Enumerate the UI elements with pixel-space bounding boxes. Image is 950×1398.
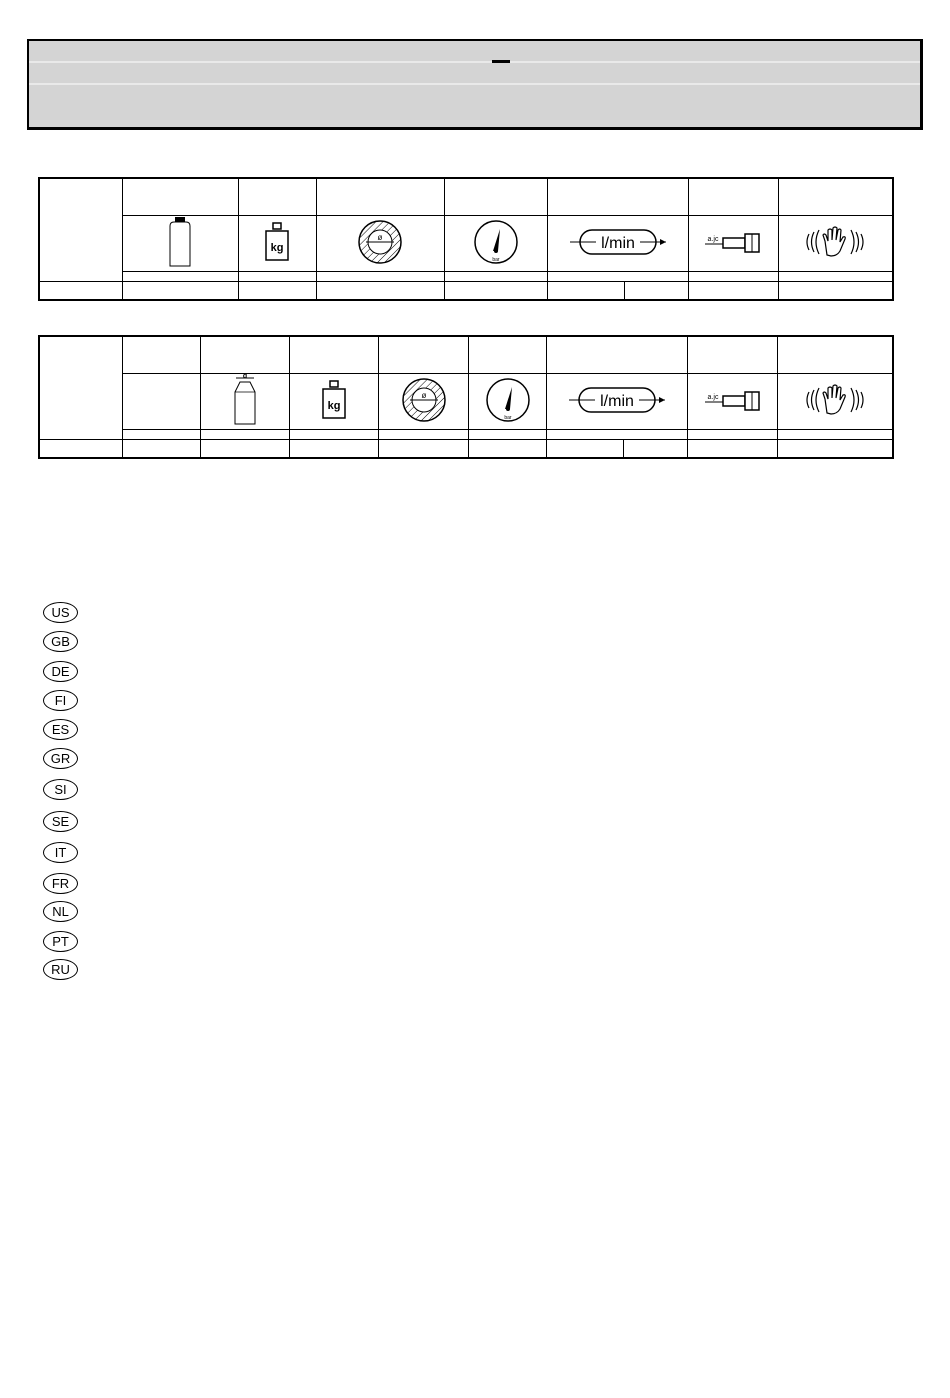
table2-header (546, 336, 687, 373)
table2-cell (469, 439, 546, 458)
language-badge-pt[interactable]: PT (43, 931, 78, 952)
table2-data-label (39, 439, 122, 458)
table1-data-label (39, 281, 122, 300)
table1-unit (778, 271, 893, 281)
pressure-gauge-icon (444, 215, 547, 271)
air-flow-lmin-icon (547, 215, 688, 271)
vibration-hand-icon (778, 215, 893, 271)
table2-cell (546, 439, 623, 458)
table1-header (122, 178, 238, 215)
table1-cell (688, 281, 778, 300)
table1-cell (547, 281, 624, 300)
table2-header (200, 336, 289, 373)
hose-connection-icon (688, 215, 778, 271)
svg-text:a.jc: a.jc (707, 235, 719, 243)
empty-icon-cell (122, 373, 200, 429)
valve-diameter-icon (316, 215, 444, 271)
table1-unit (547, 271, 688, 281)
table2-header (290, 336, 379, 373)
table2-unit (469, 429, 546, 439)
svg-text:bar: bar (503, 414, 512, 421)
table2-cell (379, 439, 469, 458)
table1-header (316, 178, 444, 215)
table2-unit (687, 429, 777, 439)
table1-unit (238, 271, 316, 281)
table1-unit (316, 271, 444, 281)
valve-diameter-icon (379, 373, 469, 429)
table2-label (39, 336, 122, 439)
language-badge-fr[interactable]: FR (43, 873, 78, 894)
table1-cell (778, 281, 893, 300)
table2-cell (623, 439, 687, 458)
svg-text:l/min: l/min (599, 392, 634, 410)
table2-header (379, 336, 469, 373)
table2-unit (290, 429, 379, 439)
table2-unit (778, 429, 893, 439)
language-badge-fi[interactable]: FI (43, 690, 78, 711)
svg-text:d: d (242, 373, 248, 380)
table1-cell (624, 281, 688, 300)
table2-cell (290, 439, 379, 458)
table2-unit (122, 429, 200, 439)
header-band (29, 83, 920, 85)
bottle-icon (122, 215, 238, 271)
table2-header (687, 336, 777, 373)
spec-table-1 (38, 177, 894, 301)
table2-header (122, 336, 200, 373)
table2-unit (200, 429, 289, 439)
language-badge-nl[interactable]: NL (43, 901, 78, 922)
language-badge-gb[interactable]: GB (43, 631, 78, 652)
table2-cell (687, 439, 777, 458)
table2-cell (778, 439, 893, 458)
table1-cell (444, 281, 547, 300)
weight-kg-icon (290, 373, 379, 429)
weight-kg-icon (238, 215, 316, 271)
table1-label (39, 178, 122, 281)
language-badge-de[interactable]: DE (43, 661, 78, 682)
table1-header (238, 178, 316, 215)
svg-text:kg: kg (327, 399, 341, 412)
table1-cell (316, 281, 444, 300)
air-flow-lmin-icon (546, 373, 687, 429)
table1-unit (444, 271, 547, 281)
table2-header (469, 336, 546, 373)
table2-cell (200, 439, 289, 458)
svg-text:ø: ø (377, 232, 383, 242)
hose-connection-icon (687, 373, 777, 429)
table1-unit (688, 271, 778, 281)
svg-text:ø: ø (421, 390, 427, 400)
language-badge-us[interactable]: US (43, 602, 78, 623)
language-badge-se[interactable]: SE (43, 811, 78, 832)
table1-cell (122, 281, 238, 300)
vibration-hand-icon (778, 373, 893, 429)
header-dash (492, 60, 510, 63)
header-banner (27, 39, 923, 130)
bottle-diameter-icon (200, 373, 289, 429)
svg-text:a.jc: a.jc (707, 393, 718, 401)
language-badge-gr[interactable]: GR (43, 748, 78, 769)
table1-cell (238, 281, 316, 300)
table1-header (688, 178, 778, 215)
table2-unit (546, 429, 687, 439)
language-badge-es[interactable]: ES (43, 719, 78, 740)
table2-cell (122, 439, 200, 458)
table2-header (778, 336, 893, 373)
table1-header (547, 178, 688, 215)
header-band (29, 61, 920, 63)
spec-table-2 (38, 335, 894, 459)
pressure-gauge-icon (469, 373, 546, 429)
table1-unit (122, 271, 238, 281)
table1-header (444, 178, 547, 215)
language-badge-ru[interactable]: RU (43, 959, 78, 980)
language-badge-it[interactable]: IT (43, 842, 78, 863)
table1-header (778, 178, 893, 215)
svg-text:bar: bar (491, 256, 500, 263)
svg-text:kg: kg (270, 241, 284, 254)
svg-text:l/min: l/min (600, 234, 635, 252)
table2-unit (379, 429, 469, 439)
language-badge-si[interactable]: SI (43, 779, 78, 800)
